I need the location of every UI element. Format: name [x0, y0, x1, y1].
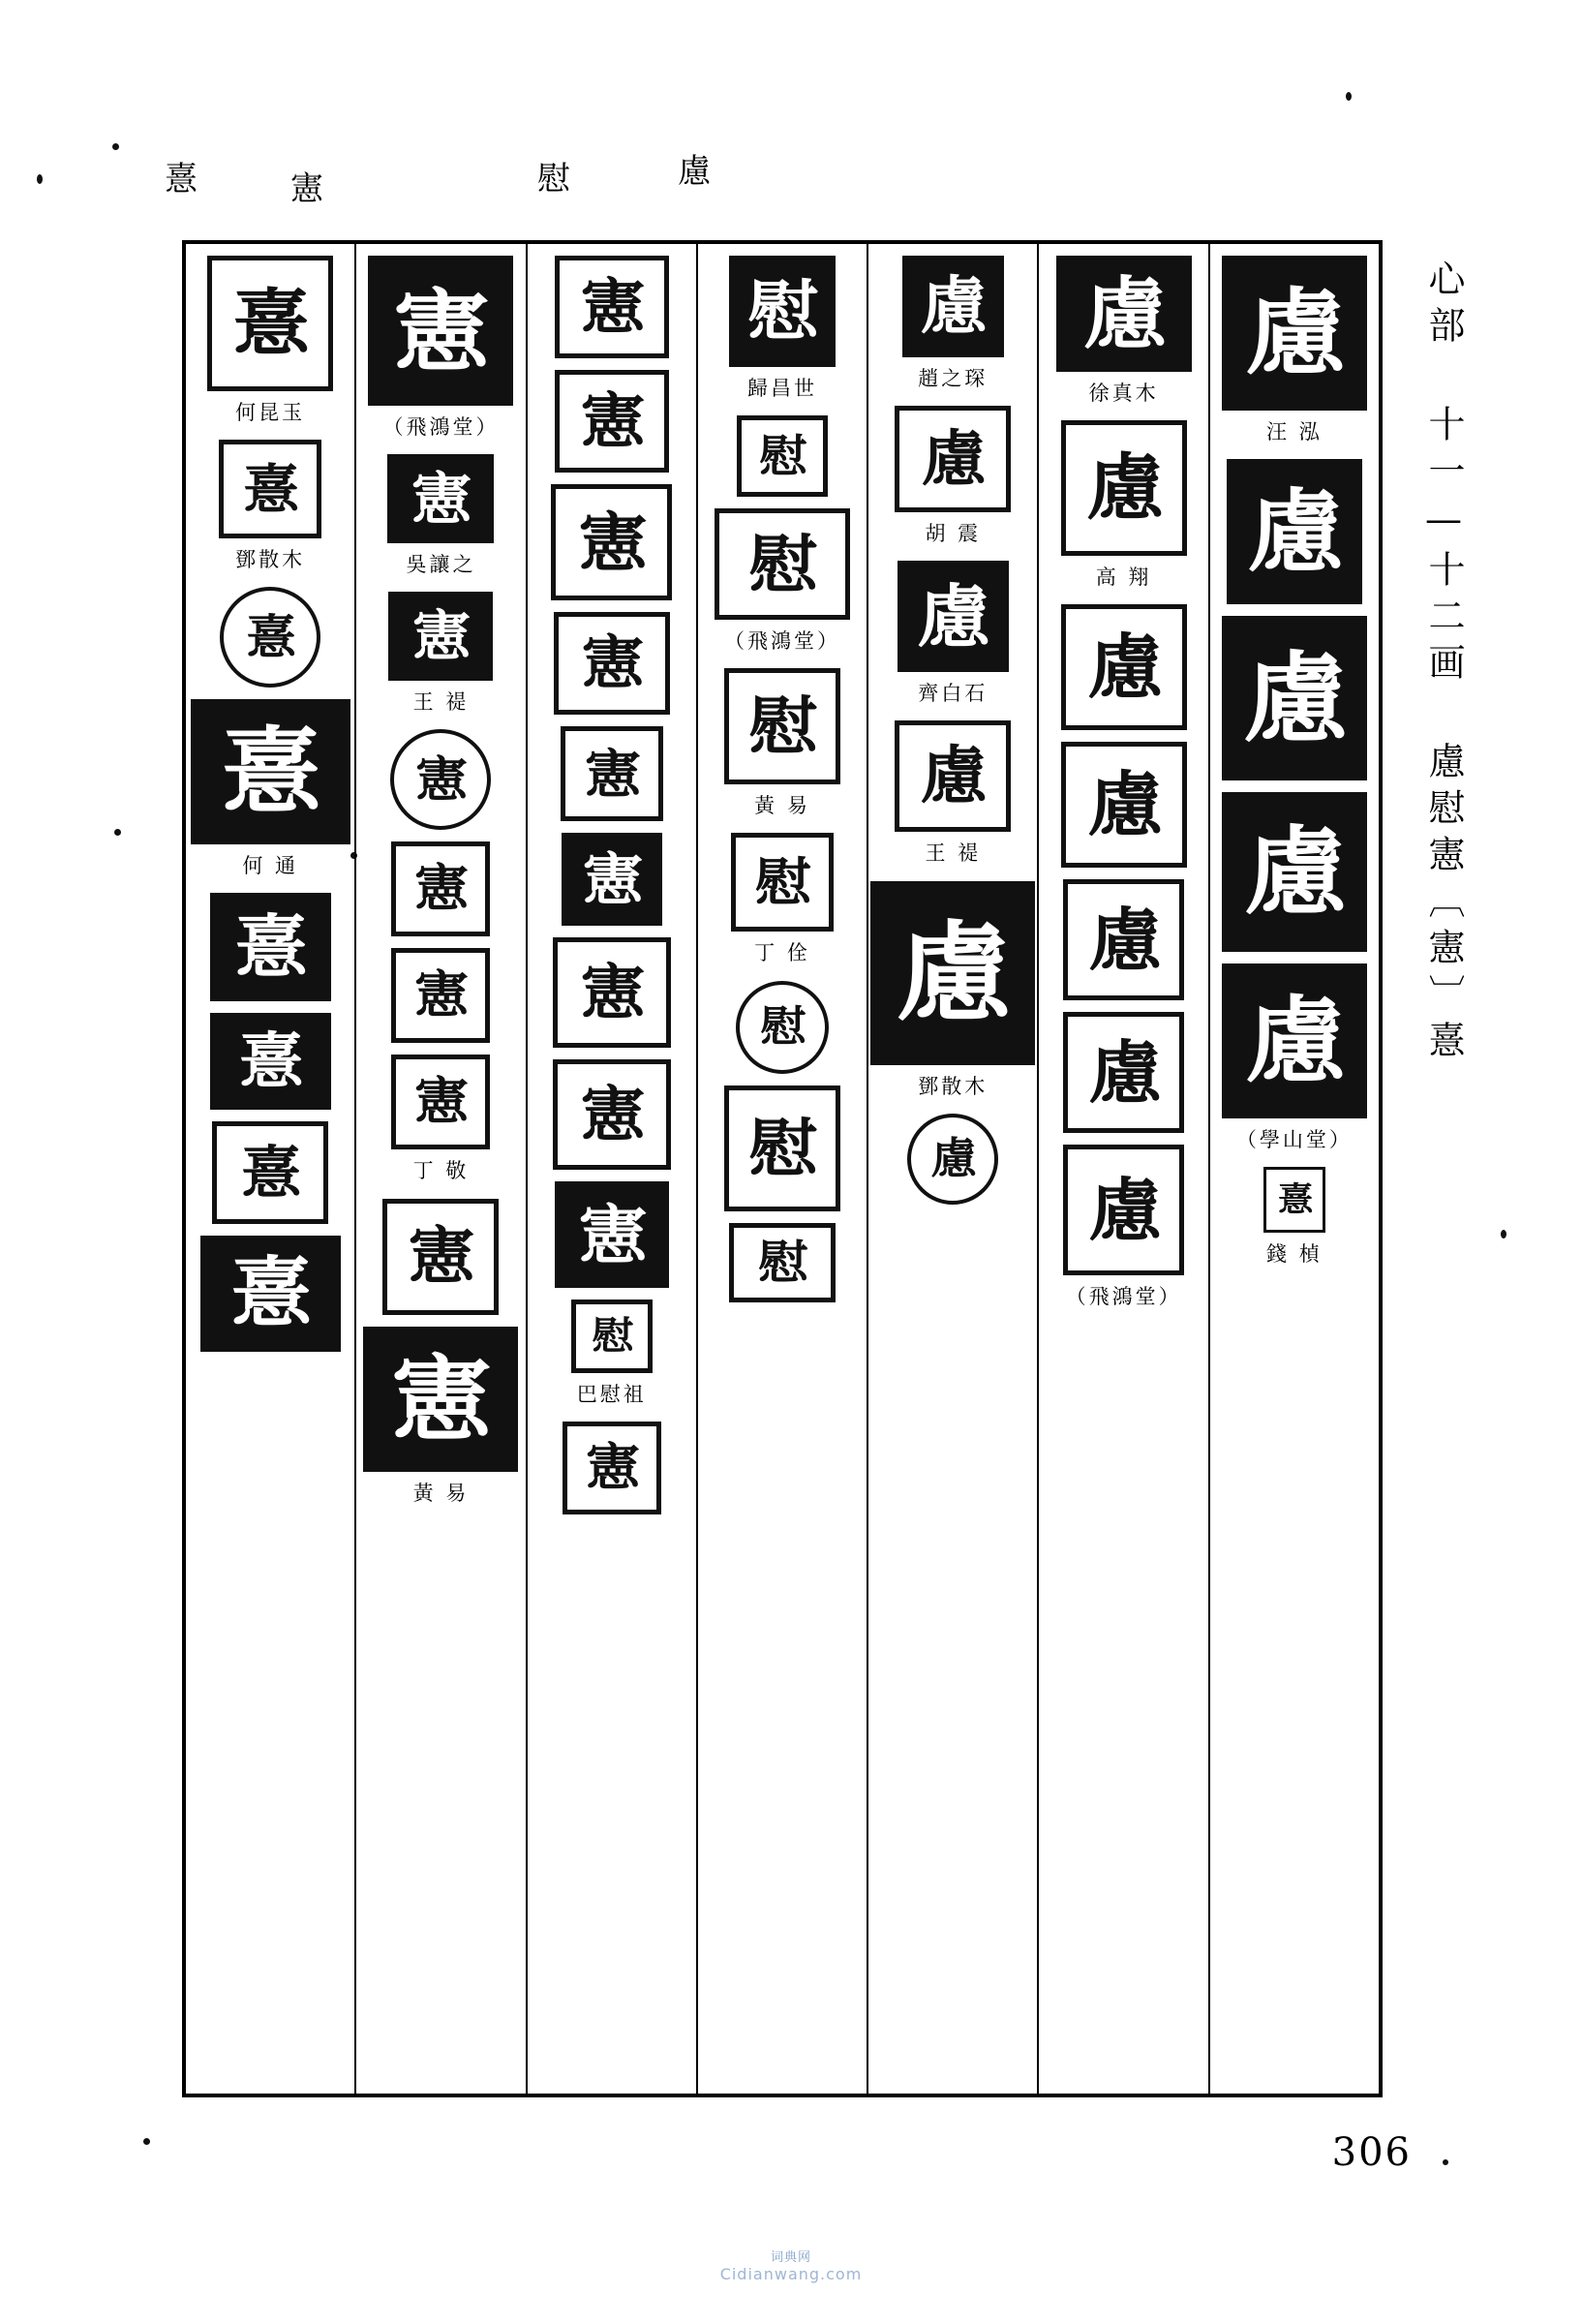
seal-glyph: 憙: [1277, 1180, 1312, 1220]
seal-glyph: 憲: [408, 1219, 473, 1293]
seal-glyph: 憲: [584, 743, 639, 805]
header-glyph: 慮: [678, 152, 711, 191]
seal-caption: （飛鴻堂）: [382, 415, 500, 439]
seal-impression: [1222, 616, 1367, 780]
seal-impression: [220, 587, 320, 688]
seal-glyph: 憲: [581, 629, 643, 697]
seal-impression: [907, 1114, 998, 1205]
seal-glyph: 慰: [747, 272, 817, 351]
seal-glyph: 憲: [578, 505, 646, 580]
seal-impression: [1227, 459, 1362, 604]
scan-speck: [1443, 2159, 1448, 2165]
seal-impression: [191, 699, 350, 844]
seal-impression: [363, 1327, 518, 1472]
seal-impression: [391, 1055, 490, 1149]
seal-glyph: 憙: [232, 282, 309, 365]
seal-caption: 黃 易: [412, 1481, 470, 1505]
header-glyph: 慰: [537, 160, 570, 199]
seal-impression: [737, 415, 828, 497]
seal-impression: [553, 937, 671, 1048]
seal-impression: [731, 833, 834, 932]
seal-impression: [390, 729, 491, 830]
seal-glyph: 慮: [930, 1133, 975, 1183]
seal-glyph: 憲: [580, 1079, 644, 1149]
seal-glyph: 憙: [221, 717, 319, 827]
seal-caption: 鄧散木: [235, 548, 306, 572]
seal-caption: （飛鴻堂）: [724, 629, 841, 654]
seal-impression: [391, 948, 490, 1043]
seal-impression: [1061, 742, 1187, 868]
scan-speck: [1501, 1230, 1506, 1238]
seal-impression: [571, 1300, 653, 1373]
seal-glyph: 慮: [1245, 278, 1344, 387]
page-number: 306: [1331, 2130, 1412, 2175]
seal-glyph: 憙: [230, 1249, 311, 1338]
seal-glyph: 慮: [1082, 268, 1165, 359]
seal-impression: [1222, 256, 1367, 411]
seal-caption: 齊白石: [918, 682, 989, 706]
seal-caption: 胡 震: [925, 522, 982, 546]
seal-glyph: 慰: [754, 851, 810, 914]
seal-impression: [388, 592, 493, 681]
seal-caption: 高 翔: [1095, 566, 1152, 590]
column-5: [526, 244, 696, 2094]
seal-impression: [715, 508, 850, 620]
seal-caption: 何昆玉: [235, 401, 306, 424]
seal-caption: 吳讓之: [406, 553, 476, 577]
seal-glyph: 憲: [412, 604, 470, 669]
seal-impression: [219, 440, 321, 538]
seal-impression: [895, 720, 1011, 832]
header-glyph-row: [165, 145, 1210, 223]
seal-caption: 黃 易: [754, 794, 810, 818]
seal-glyph: 慮: [917, 575, 989, 657]
seal-caption: 鄧散木: [918, 1074, 989, 1098]
seal-glyph: 憲: [391, 1343, 491, 1453]
column-3: [867, 244, 1037, 2094]
seal-impression: [562, 833, 662, 926]
seal-glyph: 憲: [414, 965, 468, 1025]
seal-impression: [1056, 256, 1192, 372]
seal-glyph: 慮: [1086, 626, 1161, 709]
seal-glyph: 慰: [758, 1235, 806, 1290]
seal-impression: [902, 256, 1004, 357]
seal-glyph: 慰: [592, 1313, 632, 1359]
seal-impression: [207, 256, 333, 391]
seal-glyph: 慰: [759, 430, 806, 483]
seal-impression: [387, 454, 494, 543]
seal-caption: 徐真木: [1088, 382, 1159, 405]
seal-impression: [563, 1422, 661, 1514]
seal-impression: [210, 893, 331, 1001]
seal-glyph: 慰: [748, 688, 816, 765]
seal-glyph: 慰: [748, 1110, 816, 1186]
seal-glyph: 憙: [238, 1025, 302, 1097]
seal-impression: [555, 370, 669, 473]
scan-speck: [112, 143, 119, 150]
seal-caption: 趙之琛: [918, 367, 989, 390]
column-6: [354, 244, 525, 2094]
watermark-url: Cidianwang.com: [719, 2265, 863, 2283]
seal-impression: [1063, 879, 1184, 1000]
seal-impression: [212, 1121, 328, 1224]
column-7: [186, 244, 354, 2094]
seal-glyph: 憙: [234, 906, 306, 988]
seal-glyph: 憲: [580, 271, 644, 342]
seal-caption: 汪 泓: [1266, 420, 1323, 443]
seal-caption: （飛鴻堂）: [1065, 1285, 1182, 1309]
seal-glyph: 慮: [1087, 1169, 1160, 1250]
seal-glyph: 憲: [411, 466, 471, 533]
seal-glyph: 慮: [1242, 641, 1346, 756]
scan-speck: [1346, 92, 1352, 101]
seal-impression: [555, 256, 669, 358]
seal-caption: 丁 佺: [754, 941, 810, 965]
seal-impression: [1063, 1145, 1184, 1275]
seal-glyph: 憙: [243, 458, 298, 521]
seal-glyph: 憲: [393, 278, 489, 383]
seal-caption: 王 禔: [412, 690, 470, 715]
seal-impression: [553, 1059, 671, 1170]
seal-impression: [729, 256, 836, 367]
seal-caption: 巴慰祖: [576, 1383, 647, 1406]
seal-caption: 何 通: [242, 854, 299, 878]
column-4: [696, 244, 867, 2094]
seal-glyph: 慮: [920, 739, 986, 812]
seal-glyph: 慮: [896, 909, 1010, 1035]
seal-impression: [200, 1236, 341, 1352]
seal-impression: [1263, 1167, 1325, 1233]
seal-glyph: 憲: [585, 1438, 638, 1498]
seal-glyph: 慮: [1087, 899, 1160, 980]
seal-glyph: 憲: [414, 1072, 468, 1132]
seal-glyph: 憙: [240, 1140, 300, 1207]
seal-impression: [897, 561, 1009, 672]
seal-glyph: 慮: [1087, 1031, 1160, 1113]
seal-impression: [895, 406, 1011, 512]
seal-glyph: 慮: [921, 423, 985, 495]
seal-glyph: 慮: [920, 269, 986, 343]
seal-glyph: 憲: [414, 859, 468, 919]
seal-caption: 丁 敬: [412, 1159, 470, 1183]
column-1: [1208, 244, 1379, 2094]
seal-glyph: 憲: [582, 846, 641, 912]
header-glyph: 憲: [290, 169, 323, 208]
seal-glyph: 慮: [1247, 479, 1342, 585]
seal-impression: [736, 981, 829, 1074]
seal-glyph: 憲: [580, 957, 644, 1027]
seal-impression: [1061, 604, 1187, 730]
seal-table: [182, 240, 1383, 2097]
seal-impression: [1222, 963, 1367, 1118]
seal-glyph: 慮: [1086, 763, 1161, 846]
seal-impression: [724, 1086, 840, 1211]
running-head: 心部 十一—十二画 慮慰憲〔憲〕憙: [1422, 260, 1465, 1067]
seal-impression: [554, 612, 670, 715]
seal-caption: 王 禔: [925, 841, 982, 866]
seal-impression: [870, 881, 1035, 1065]
seal-impression: [1222, 792, 1367, 952]
seal-glyph: 慮: [1244, 815, 1345, 928]
seal-impression: [382, 1199, 499, 1315]
seal-glyph: 慰: [748, 526, 816, 602]
seal-glyph: 憲: [578, 1197, 646, 1272]
seal-impression: [724, 668, 840, 784]
seal-impression: [210, 1013, 331, 1110]
column-2: [1037, 244, 1207, 2094]
scan-speck: [143, 2138, 150, 2145]
seal-impression: [368, 256, 513, 406]
seal-impression: [551, 484, 672, 600]
seal-caption: （學山堂）: [1235, 1128, 1353, 1152]
watermark-top: 词典网: [770, 2250, 811, 2265]
scan-speck: [37, 174, 43, 184]
seal-impression: [1061, 420, 1187, 556]
seal-glyph: 慰: [760, 1001, 805, 1052]
header-glyph: 憙: [165, 160, 198, 199]
seal-glyph: 慮: [1245, 986, 1344, 1096]
seal-impression: [729, 1223, 836, 1302]
seal-caption: 錢 楨: [1266, 1242, 1323, 1267]
scan-speck: [114, 829, 121, 836]
seal-glyph: 憲: [580, 385, 644, 456]
seal-impression: [1063, 1012, 1184, 1133]
seal-glyph: 憙: [246, 610, 295, 665]
seal-impression: [555, 1181, 669, 1288]
seal-caption: 歸昌世: [747, 377, 818, 400]
seal-glyph: 慮: [1085, 446, 1162, 531]
seal-impression: [561, 726, 663, 821]
seal-glyph: 憲: [415, 750, 467, 809]
watermark: [0, 2247, 1582, 2283]
seal-impression: [391, 841, 490, 936]
